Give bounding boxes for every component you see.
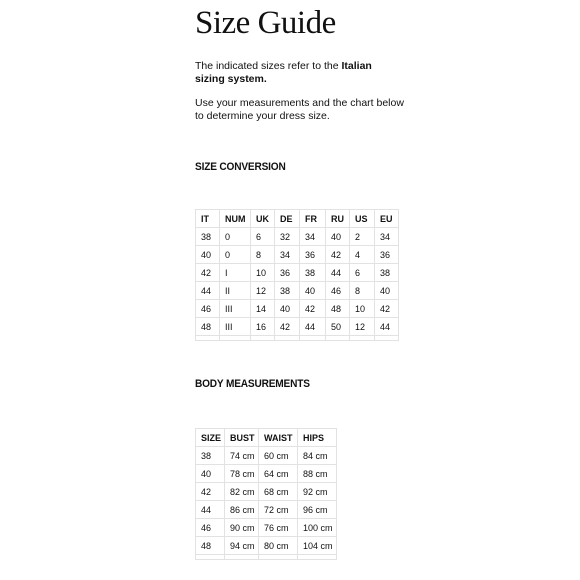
column-header: WAIST: [259, 429, 298, 447]
column-header: HIPS: [298, 429, 337, 447]
table-cell: 42: [196, 483, 225, 501]
table-cell: 64 cm: [259, 465, 298, 483]
table-row: [196, 246, 399, 264]
table-cell: 34: [300, 228, 326, 246]
table-cell: 34: [275, 246, 300, 264]
table-cell: 82 cm: [225, 483, 259, 501]
table-cell: 74 cm: [225, 447, 259, 465]
instructions-paragraph: Use your measurements and the chart below to determine your dress size.: [195, 97, 404, 122]
table-row: [196, 483, 337, 501]
table-row: [196, 282, 399, 300]
table-cell: 84 cm: [298, 447, 337, 465]
table-header-row: [196, 429, 337, 447]
table-cell: 40: [196, 246, 220, 264]
table-cell: 44: [300, 318, 326, 336]
intro-paragraph: [195, 60, 395, 86]
table-cell: 88 cm: [298, 465, 337, 483]
table-cell: 42: [275, 318, 300, 336]
intro-text: The indicated sizes refer to the: [195, 60, 342, 72]
column-header: NUM: [220, 210, 251, 228]
table-cell: [326, 336, 350, 341]
table-cell: II: [220, 282, 251, 300]
table-cell: [225, 555, 259, 560]
table-cell: [300, 336, 326, 341]
table-cell: 90 cm: [225, 519, 259, 537]
table-cell: 100 cm: [298, 519, 337, 537]
table-cell: 16: [251, 318, 275, 336]
table-cell: 38: [375, 264, 399, 282]
table-cell: 42: [300, 300, 326, 318]
table-cell: [220, 336, 251, 341]
table-cell: 44: [375, 318, 399, 336]
table-cell: 68 cm: [259, 483, 298, 501]
table-cell: 44: [326, 264, 350, 282]
table-row-empty: [196, 555, 337, 560]
table-cell: [251, 336, 275, 341]
table-cell: 40: [300, 282, 326, 300]
table-cell: 36: [375, 246, 399, 264]
table-cell: 42: [326, 246, 350, 264]
table-cell: 12: [251, 282, 275, 300]
table-cell: 72 cm: [259, 501, 298, 519]
table-cell: 38: [196, 228, 220, 246]
column-header: IT: [196, 210, 220, 228]
table-cell: 34: [375, 228, 399, 246]
table-row: [196, 447, 337, 465]
size-conversion-table: [195, 209, 399, 341]
table-row: [196, 300, 399, 318]
size-conversion-heading: SIZE CONVERSION: [195, 161, 286, 173]
table-cell: 86 cm: [225, 501, 259, 519]
table-cell: [259, 555, 298, 560]
table-row: [196, 465, 337, 483]
table-cell: 10: [350, 300, 375, 318]
table-cell: 38: [275, 282, 300, 300]
column-header: UK: [251, 210, 275, 228]
table-cell: 6: [350, 264, 375, 282]
table-cell: [298, 555, 337, 560]
table-cell: 8: [350, 282, 375, 300]
table-row: [196, 264, 399, 282]
table-cell: [375, 336, 399, 341]
column-header: SIZE: [196, 429, 225, 447]
table-cell: [350, 336, 375, 341]
table-cell: III: [220, 318, 251, 336]
table-cell: 48: [196, 537, 225, 555]
table-cell: 92 cm: [298, 483, 337, 501]
intro-bold-text: Italian sizing system.: [195, 60, 372, 85]
table-cell: 40: [326, 228, 350, 246]
table-cell: 78 cm: [225, 465, 259, 483]
column-header: US: [350, 210, 375, 228]
table-cell: 50: [326, 318, 350, 336]
table-cell: [196, 336, 220, 341]
body-measurements-heading: BODY MEASUREMENTS: [195, 378, 310, 390]
table-cell: [275, 336, 300, 341]
table-cell: I: [220, 264, 251, 282]
table-cell: 46: [196, 300, 220, 318]
table-cell: 14: [251, 300, 275, 318]
table-cell: 0: [220, 228, 251, 246]
table-cell: 60 cm: [259, 447, 298, 465]
table-row: [196, 318, 399, 336]
table-row: [196, 537, 337, 555]
table-cell: 6: [251, 228, 275, 246]
table-cell: 44: [196, 282, 220, 300]
table-cell: 36: [300, 246, 326, 264]
table-cell: 38: [196, 447, 225, 465]
size-guide-content: [195, 0, 575, 123]
table-cell: 76 cm: [259, 519, 298, 537]
table-cell: 40: [275, 300, 300, 318]
table-row-empty: [196, 336, 399, 341]
page-title: Size Guide: [195, 5, 336, 41]
table-cell: 46: [326, 282, 350, 300]
column-header: FR: [300, 210, 326, 228]
table-row: [196, 501, 337, 519]
table-cell: 4: [350, 246, 375, 264]
table-cell: 48: [196, 318, 220, 336]
table-cell: 40: [196, 465, 225, 483]
table-cell: 46: [196, 519, 225, 537]
table-cell: 32: [275, 228, 300, 246]
table-cell: 94 cm: [225, 537, 259, 555]
column-header: DE: [275, 210, 300, 228]
table-cell: 0: [220, 246, 251, 264]
table-cell: 40: [375, 282, 399, 300]
table-cell: 44: [196, 501, 225, 519]
table-row: [196, 228, 399, 246]
table-cell: 42: [196, 264, 220, 282]
table-cell: 42: [375, 300, 399, 318]
table-cell: 2: [350, 228, 375, 246]
table-cell: 10: [251, 264, 275, 282]
body-measurements-table: [195, 428, 337, 560]
table-cell: 38: [300, 264, 326, 282]
table-cell: 48: [326, 300, 350, 318]
table-cell: [196, 555, 225, 560]
column-header: RU: [326, 210, 350, 228]
table-cell: 12: [350, 318, 375, 336]
table-cell: 36: [275, 264, 300, 282]
table-cell: III: [220, 300, 251, 318]
table-cell: 80 cm: [259, 537, 298, 555]
table-cell: 96 cm: [298, 501, 337, 519]
column-header: EU: [375, 210, 399, 228]
table-header-row: [196, 210, 399, 228]
table-row: [196, 519, 337, 537]
table-cell: 104 cm: [298, 537, 337, 555]
table-cell: 8: [251, 246, 275, 264]
column-header: BUST: [225, 429, 259, 447]
